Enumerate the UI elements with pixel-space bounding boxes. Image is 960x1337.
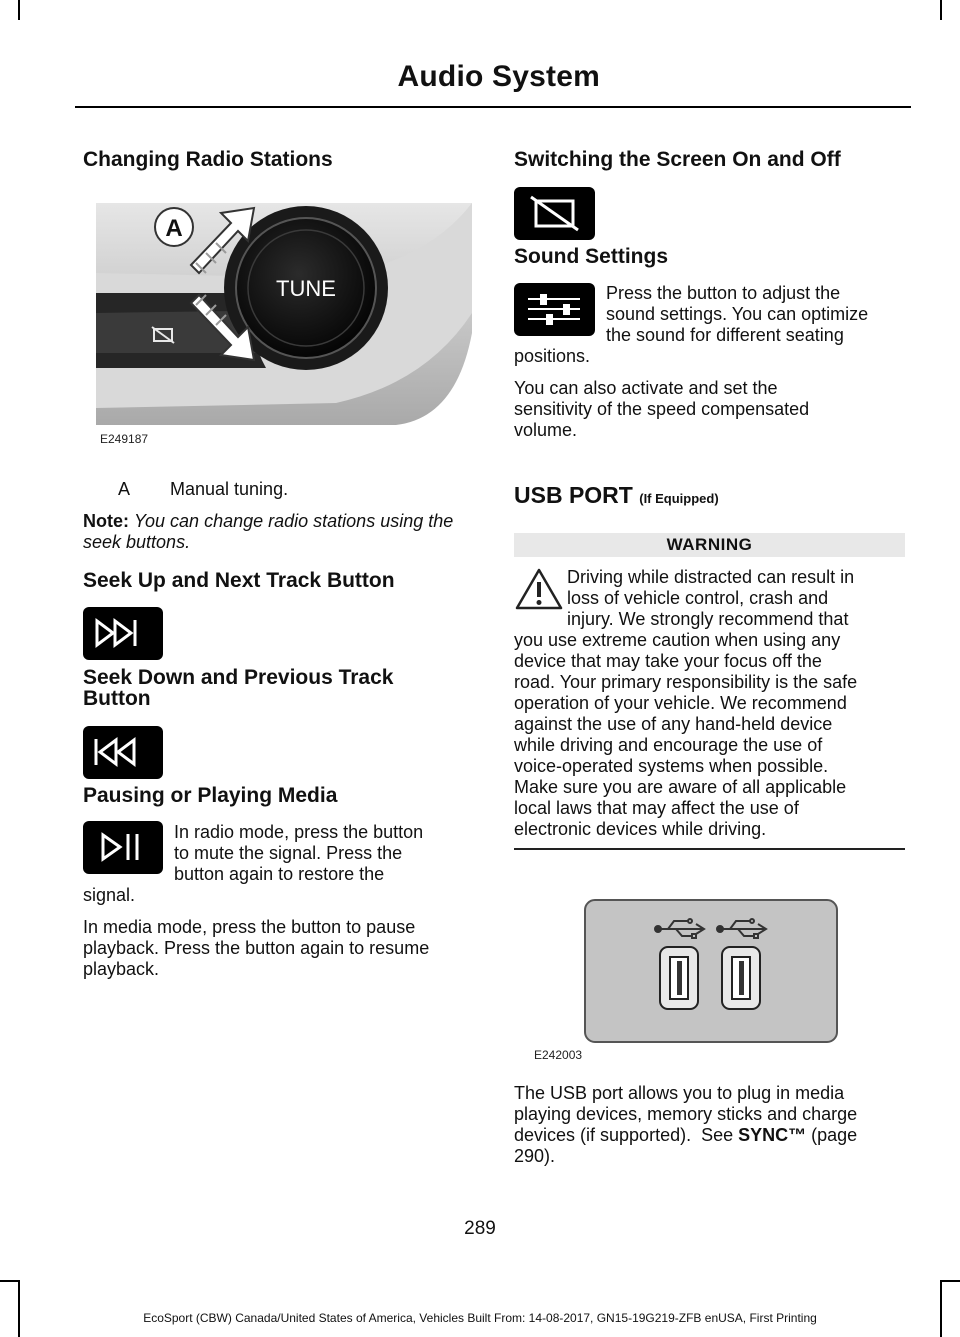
- warning-line-10: voice-operated systems when possible.: [514, 756, 829, 776]
- warning-line-7: operation of your vehicle. We recommend: [514, 693, 847, 713]
- sound-text-l2: sound settings. You can optimize: [606, 304, 869, 324]
- note-text: You can change radio stations using the seek buttons.: [83, 511, 454, 552]
- crop-mark-bottom-right-v: [940, 1280, 942, 1337]
- warning-line-12: local laws that may affect the use of: [514, 798, 799, 818]
- usb-text-l3: [514, 1125, 857, 1146]
- warning-line-1: Driving while distracted can result in: [567, 567, 855, 587]
- usb-text-l1: The USB port allows you to plug in media: [514, 1083, 845, 1103]
- usb-text-l3-post: (page: [806, 1125, 858, 1145]
- page-number: 289: [464, 1218, 496, 1239]
- warning-line-3: injury. We strongly recommend that: [567, 609, 849, 629]
- pause-text-l1: In radio mode, press the button: [174, 822, 424, 842]
- pausing-playing-heading: Pausing or Playing Media: [83, 784, 338, 807]
- sound-text2-l3: volume.: [514, 420, 578, 440]
- media-text-l2: playback. Press the button again to resume: [83, 938, 430, 958]
- pause-text-l4: signal.: [83, 885, 136, 905]
- tune-knob-illustration: [96, 203, 472, 425]
- usb-text-l2: playing devices, memory sticks and charge: [514, 1104, 858, 1124]
- footer-text: EcoSport (CBW) Canada/United States of America, Vehicles Built From: 14-08-2017, GN15-19G219-ZFB enUSA, First Printing: [143, 1311, 817, 1325]
- screen-on-off-heading: Switching the Screen On and Off: [514, 148, 841, 171]
- sound-settings-icon: [514, 283, 595, 336]
- image-code-e249187: E249187: [100, 432, 149, 446]
- usb-port-heading: [514, 482, 719, 509]
- sound-text-l3: the sound for different seating: [606, 325, 844, 345]
- legend-letter-a: A: [118, 479, 131, 499]
- note-label: Note:: [83, 511, 129, 531]
- warning-line-13: electronic devices while driving.: [514, 819, 767, 839]
- warning-end-rule: [514, 848, 905, 850]
- media-text-l3: playback.: [83, 959, 160, 979]
- pause-text-l2: to mute the signal. Press the: [174, 843, 403, 863]
- tune-knob-drawing: [96, 203, 472, 425]
- note-paragraph: [83, 511, 483, 553]
- warning-line-6: road. Your primary responsibility is the safe: [514, 672, 858, 692]
- changing-radio-stations-heading: Changing Radio Stations: [83, 148, 333, 171]
- pause-text-l3: button again to restore the: [174, 864, 385, 884]
- warning-line-5: device that may take your focus off the: [514, 651, 822, 671]
- page-header-title: Audio System: [397, 60, 600, 93]
- warning-line-4: you use extreme caution when using any: [514, 630, 841, 650]
- seek-down-heading-line1: Seek Down and Previous Track: [83, 666, 394, 689]
- sound-text-l1: Press the button to adjust the: [606, 283, 841, 303]
- crop-mark-bottom-left-v: [18, 1280, 20, 1337]
- sync-reference-link[interactable]: SYNC™: [738, 1125, 807, 1145]
- usb-port-title: USB PORT: [514, 482, 633, 508]
- legend-text-manual-tuning: Manual tuning.: [170, 479, 289, 499]
- warning-line-8: against the use of any hand-held device: [514, 714, 833, 734]
- warning-line-2: loss of vehicle control, crash and: [567, 588, 829, 608]
- crop-mark-bottom-right-h: [940, 1280, 960, 1282]
- header-rule: [75, 106, 911, 108]
- usb-ports-illustration: [584, 899, 838, 1043]
- seek-down-icon: [83, 726, 163, 779]
- crop-mark-bottom-left-h: [0, 1280, 20, 1282]
- usb-text-l4: 290).: [514, 1146, 556, 1166]
- screen-off-icon: [514, 187, 595, 240]
- play-pause-icon: [83, 821, 163, 874]
- callout-a: A: [165, 215, 183, 242]
- tune-label: TUNE: [276, 276, 336, 301]
- warning-triangle-icon: [514, 567, 564, 611]
- seek-up-heading: Seek Up and Next Track Button: [83, 569, 395, 592]
- media-text-l1: In media mode, press the button to pause: [83, 917, 416, 937]
- usb-text-l3-pre: devices (if supported). See: [514, 1125, 739, 1145]
- crop-mark-top-left-v: [18, 0, 20, 20]
- usb-if-equipped: (If Equipped): [639, 491, 719, 506]
- crop-mark-top-right-v: [940, 0, 942, 20]
- warning-bar: WARNING: [514, 533, 905, 557]
- sound-text2-l2: sensitivity of the speed compensated: [514, 399, 810, 419]
- sound-text2-l1: You can also activate and set the: [514, 378, 778, 398]
- sound-settings-heading: Sound Settings: [514, 245, 668, 268]
- image-code-e242003: E242003: [534, 1048, 583, 1062]
- seek-down-heading-line2: Button: [83, 687, 151, 710]
- sound-text-l4: positions.: [514, 346, 591, 366]
- seek-up-icon: [83, 607, 163, 660]
- warning-line-11: Make sure you are aware of all applicable: [514, 777, 847, 797]
- warning-line-9: while driving and encourage the use of: [514, 735, 823, 755]
